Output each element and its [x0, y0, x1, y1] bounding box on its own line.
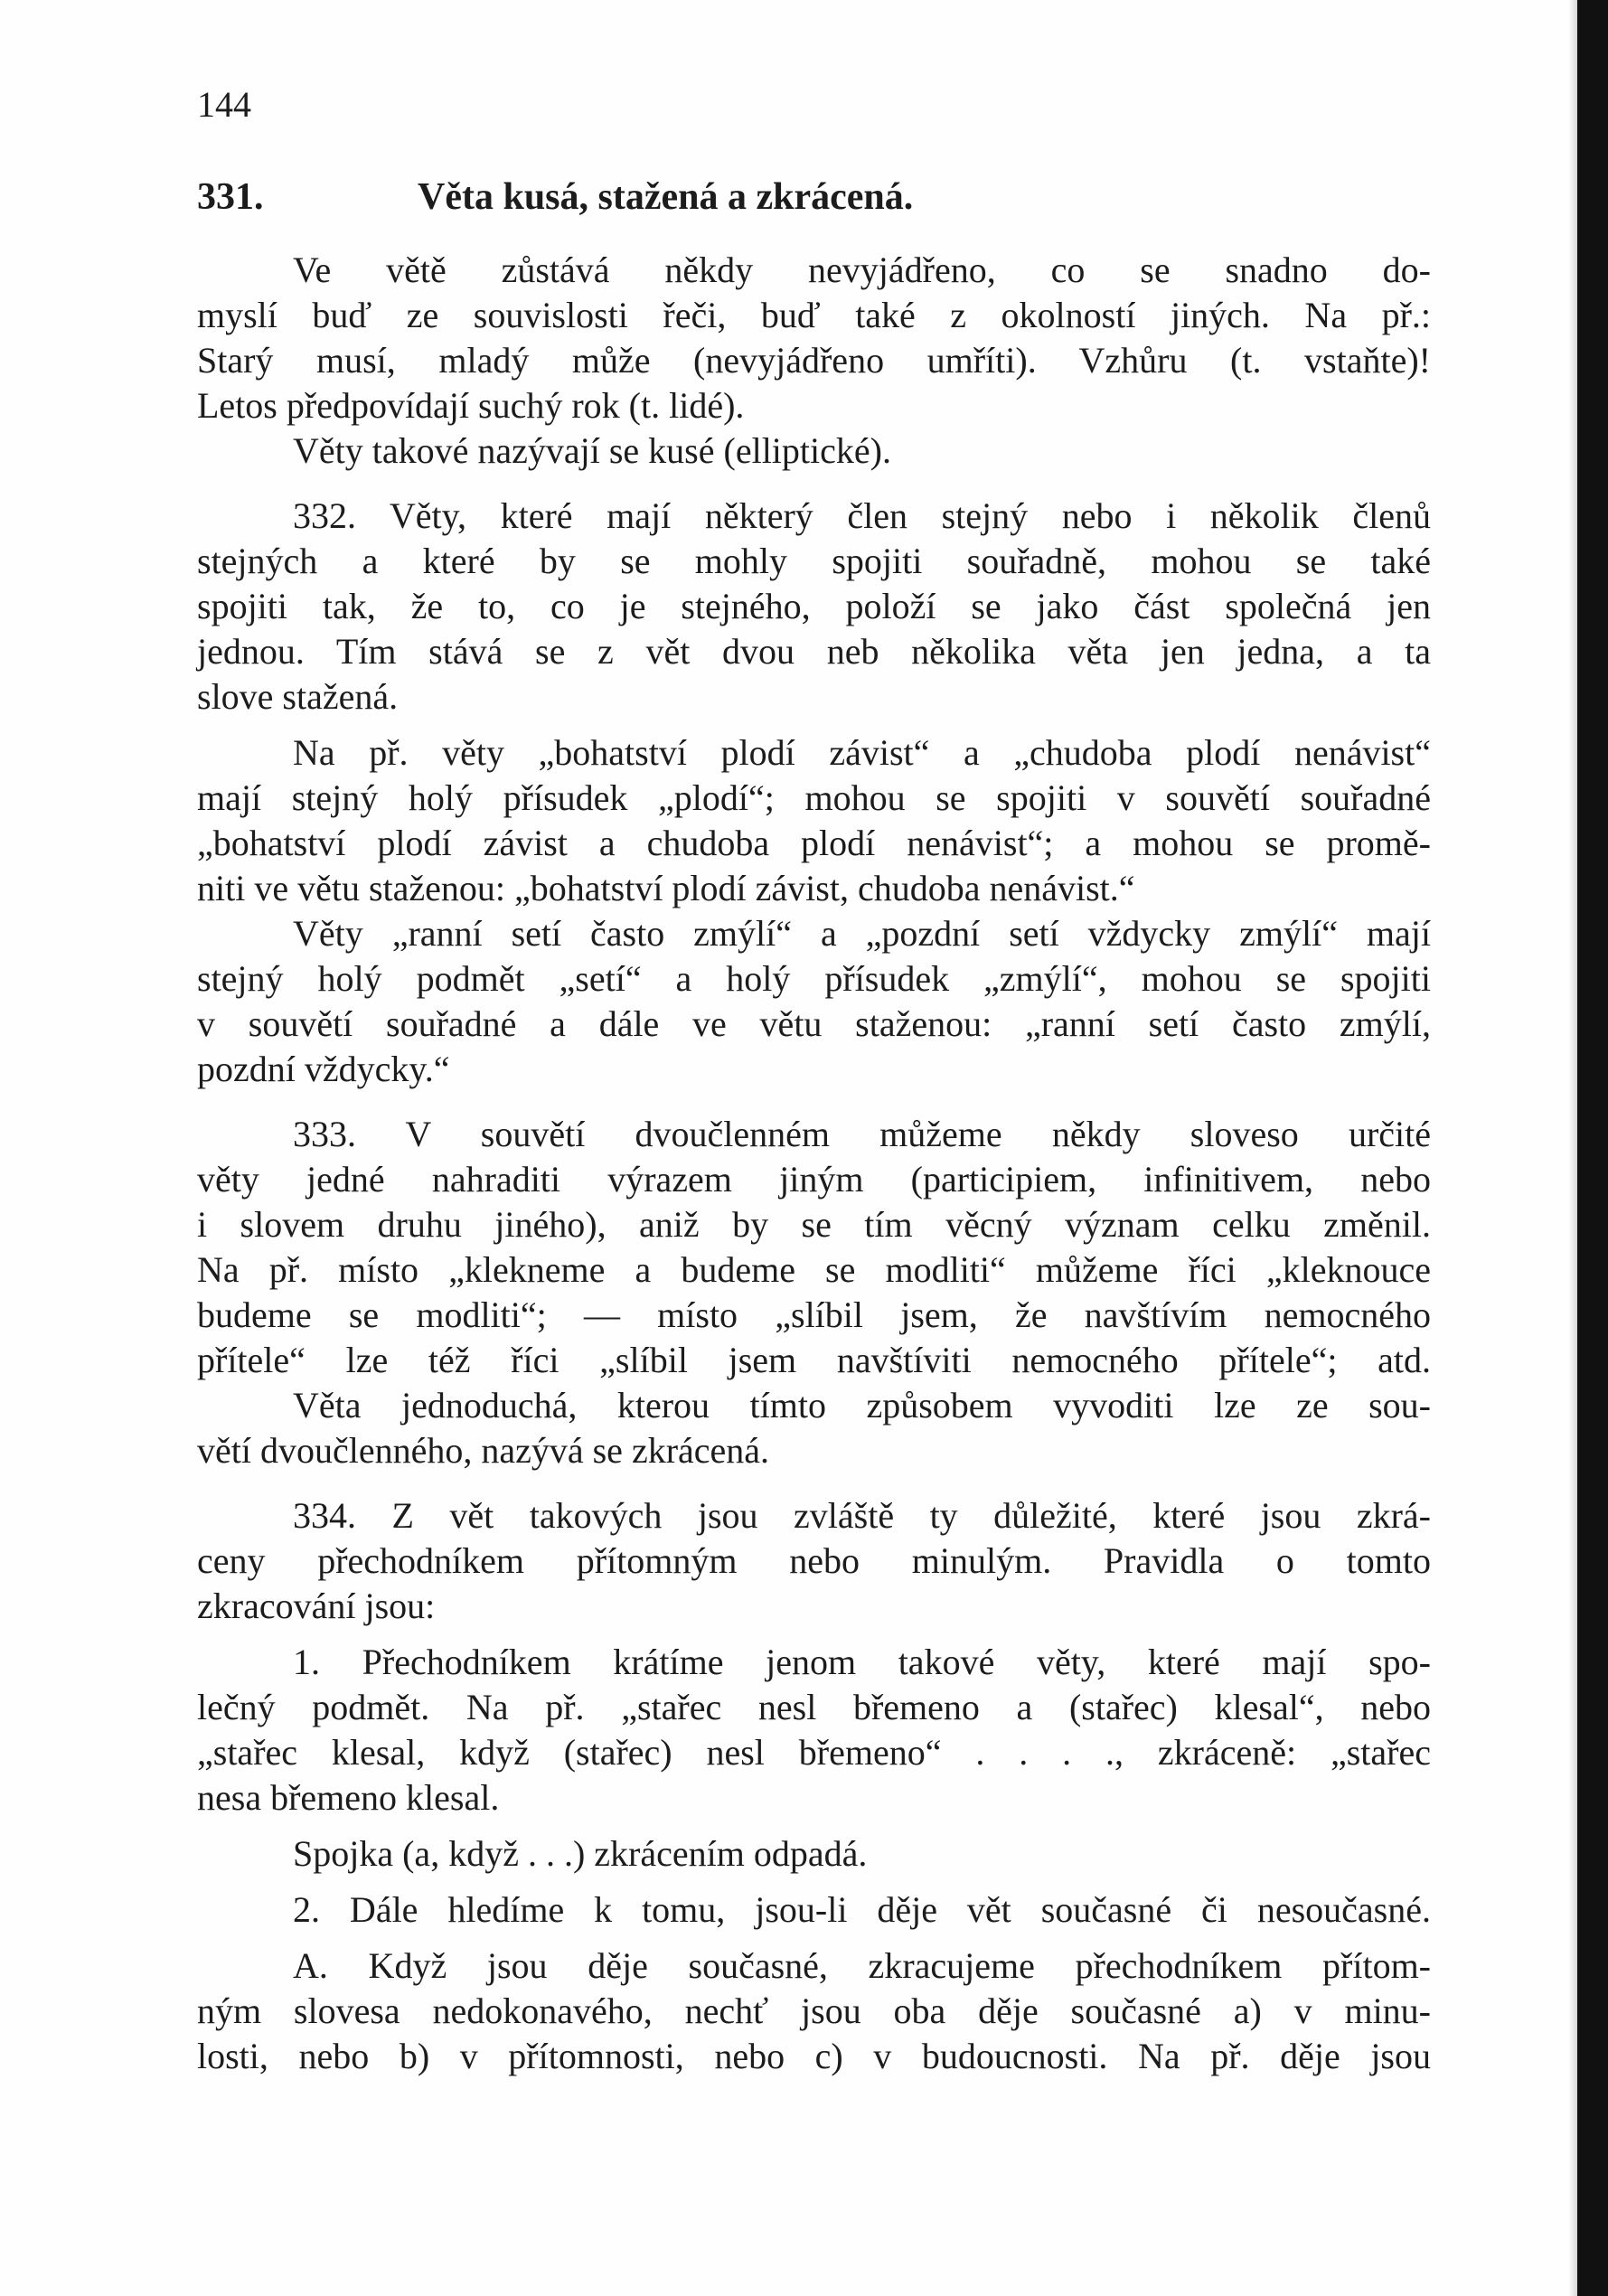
- text-line: i slovem druhu jiného), aniž by se tím věcný význam celku změnil.: [197, 1204, 1431, 1245]
- text-line: pozdní vždycky.“: [197, 1049, 450, 1089]
- section-heading: [197, 170, 1431, 248]
- text-line: Na př. místo „klekneme a budeme se modliti“ můžeme říci „kleknouce: [197, 1249, 1431, 1290]
- text-line: v souvětí souřadné a dále ve větu staženou: „ranní setí často zmýlí,: [197, 1003, 1431, 1044]
- scan-edge: [1577, 0, 1608, 2296]
- text-line: slove stažená.: [197, 676, 399, 717]
- paragraph-332-start: 332. Věty, které mají některý člen stejný nebo i několik členů: [293, 495, 1431, 536]
- section-title: Věta kusá, stažená a zkrácená.: [418, 176, 914, 218]
- text-line: přítele“ lze též říci „slíbil jsem navštíviti nemocného přítele“; atd.: [197, 1340, 1431, 1380]
- text-line: Věty takové nazývají se kusé (elliptické).: [293, 430, 891, 471]
- text-line: myslí buď ze souvislosti řeči, buď také z okolností jiných. Na př.:: [197, 295, 1431, 335]
- text-line: losti, nebo b) v přítomnosti, nebo c) v budoucnosti. Na př. děje jsou: [197, 2036, 1431, 2076]
- text-line: A. Když jsou děje současné, zkracujeme přechodníkem přítom-: [293, 1945, 1431, 1986]
- text-line: „bohatství plodí závist a chudoba plodí nenávist“; a mohou se promě-: [197, 823, 1431, 863]
- text-line: budeme se modliti“; — místo „slíbil jsem, že navštívím nemocného: [197, 1294, 1431, 1335]
- text-line: Věta jednoduchá, kterou tímto způsobem vyvoditi lze ze sou-: [293, 1385, 1431, 1426]
- text-line: Letos předpovídají suchý rok (t. lidé).: [197, 385, 745, 426]
- text-line: spojiti tak, že to, co je stejného, položí se jako část společná jen: [197, 586, 1431, 626]
- paragraph-333-start: 333. V souvětí dvoučlenném můžeme někdy sloveso určité: [293, 1114, 1431, 1154]
- text-line: větí dvoučlenného, nazývá se zkrácená.: [197, 1430, 770, 1471]
- text-line: Spojka (a, když . . .) zkrácením odpadá.: [293, 1833, 868, 1874]
- text-line: Na př. věty „bohatství plodí závist“ a „chudoba plodí nenávist“: [293, 732, 1431, 773]
- scan-shadow: [1568, 0, 1577, 2296]
- paragraph-334-start: 334. Z vět takových jsou zvláště ty důležité, které jsou zkrá-: [293, 1495, 1431, 1536]
- text-line: niti ve větu staženou: „bohatství plodí závist, chudoba nenávist.“: [197, 868, 1135, 908]
- text-line: 1. Přechodníkem krátíme jenom takové věty, které mají spo-: [293, 1642, 1431, 1682]
- text-line: 2. Dále hledíme k tomu, jsou-li děje vět současné či nesoučasné.: [293, 1889, 1431, 1930]
- text-line: ceny přechodníkem přítomným nebo minulým. Pravidla o tomto: [197, 1540, 1431, 1581]
- text-line: jednou. Tím stává se z vět dvou neb několika věta jen jedna, a ta: [197, 631, 1431, 672]
- section-number: 331.: [197, 176, 264, 218]
- text-line: Starý musí, mladý může (nevyjádřeno umříti). Vzhůru (t. vstaňte)!: [197, 340, 1431, 381]
- text-line: zkracování jsou:: [197, 1586, 436, 1626]
- text-line: „stařec klesal, když (stařec) nesl břemeno“ . . . ., zkráceně: „stařec: [197, 1732, 1431, 1773]
- text-line: stejný holý podmět „setí“ a holý přísudek „zmýlí“, mohou se spojiti: [197, 958, 1431, 999]
- text-line: mají stejný holý přísudek „plodí“; mohou se spojiti v souvětí souřadné: [197, 777, 1431, 818]
- page-number: 144: [197, 84, 251, 125]
- text-line: Ve větě zůstává někdy nevyjádřeno, co se snadno do-: [293, 249, 1431, 290]
- text-line: Věty „ranní setí často zmýlí“ a „pozdní setí vždycky zmýlí“ mají: [293, 913, 1431, 954]
- text-line: ným slovesa nedokonavého, nechť jsou oba děje současné a) v minu-: [197, 1990, 1431, 2031]
- page-body: [197, 170, 1431, 2079]
- text-line: lečný podmět. Na př. „stařec nesl břemeno a (stařec) klesal“, nebo: [197, 1687, 1431, 1727]
- text-line: věty jedné nahraditi výrazem jiným (participiem, infinitivem, nebo: [197, 1159, 1431, 1200]
- text-line: stejných a které by se mohly spojiti souřadně, mohou se také: [197, 541, 1431, 581]
- text-line: nesa břemeno klesal.: [197, 1777, 500, 1818]
